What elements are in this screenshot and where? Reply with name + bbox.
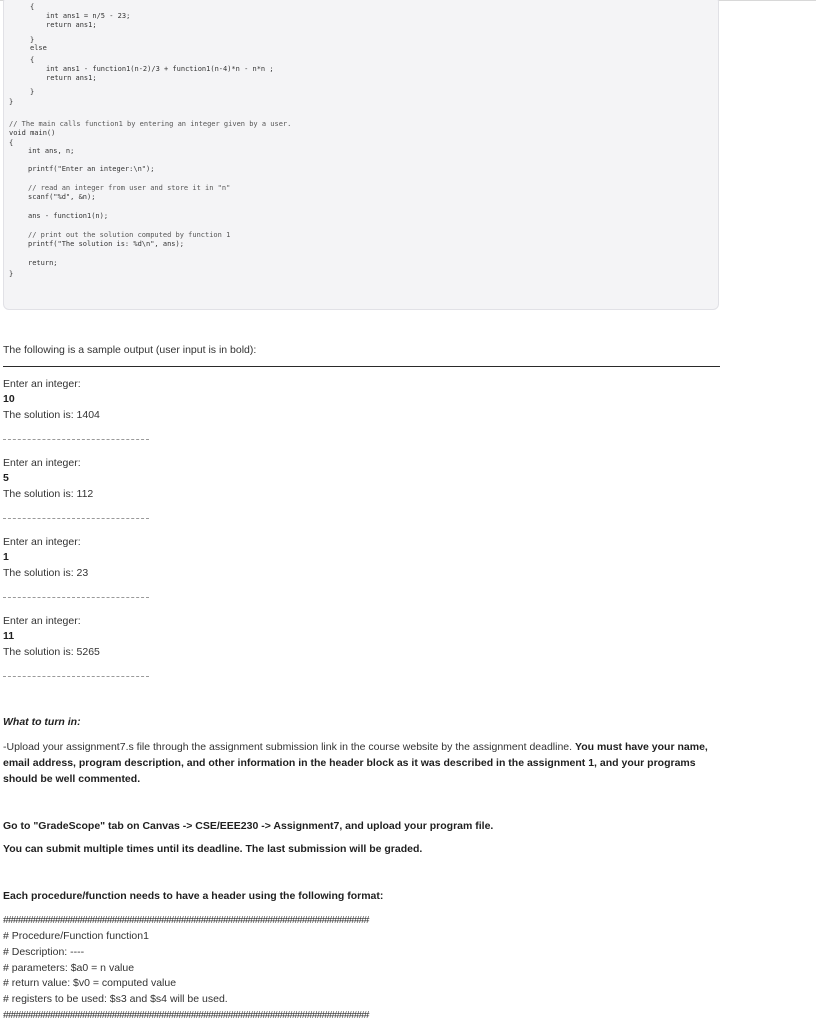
code-line: printf("Enter an integer:\n"); — [28, 165, 155, 173]
code-line: { — [9, 139, 14, 147]
code-comment: // print out the solution computed by function 1 — [28, 231, 231, 239]
code-line: return ans1; — [46, 21, 97, 29]
code-block — [3, 0, 719, 310]
sample-divider — [3, 439, 149, 440]
sample-divider — [3, 518, 149, 519]
upload-requirements: You must have your name, email address, program description, and other information in the header block as it was described in the assignment 1, and your programs should be well commented. — [3, 741, 708, 785]
sample-prompt: Enter an integer: — [3, 378, 81, 390]
section-divider — [3, 366, 720, 367]
sample-result: The solution is: 5265 — [3, 646, 100, 658]
code-line: } — [30, 88, 35, 96]
multiple-submission-note: You can submit multiple times until its deadline. The last submission will be graded. — [3, 843, 423, 855]
code-line: printf("The solution is: %d\n", ans); — [28, 240, 184, 248]
code-comment: // The main calls function1 by entering an integer given by a user. — [9, 120, 292, 128]
code-line: return ans1; — [46, 74, 97, 82]
sample-result: The solution is: 1404 — [3, 409, 100, 421]
code-line: { — [30, 56, 35, 64]
code-line: } — [9, 98, 14, 106]
sample-user-input: 11 — [3, 630, 15, 642]
sample-prompt: Enter an integer: — [3, 457, 81, 469]
sample-user-input: 1 — [3, 551, 9, 563]
code-line: } — [9, 270, 14, 278]
sample-prompt: Enter an integer: — [3, 536, 81, 548]
code-line: void main() — [9, 129, 56, 137]
code-line: return; — [28, 259, 58, 267]
sample-divider — [3, 676, 149, 677]
header-line: # registers to be used: $s3 and $s4 will be used. — [3, 993, 228, 1005]
gradescope-instructions: Go to "GradeScope" tab on Canvas -> CSE/EEE230 -> Assignment7, and upload your program file. — [3, 820, 494, 832]
code-line: int ans, n; — [28, 147, 75, 155]
header-hash-rule: ########################################################################## — [3, 1009, 369, 1021]
header-line: # Procedure/Function function1 — [3, 930, 149, 942]
code-line: ans - function1(n); — [28, 212, 109, 220]
sample-user-input: 5 — [3, 472, 9, 484]
code-line: else — [30, 44, 47, 52]
turn-in-heading: What to turn in: — [3, 716, 81, 728]
header-format-heading: Each procedure/function needs to have a header using the following format: — [3, 890, 384, 902]
header-line: # Description: ---- — [3, 946, 85, 958]
code-line: scanf("%d", &n); — [28, 193, 96, 201]
sample-result: The solution is: 23 — [3, 567, 89, 579]
sample-output-intro: The following is a sample output (user input is in bold): — [3, 344, 257, 356]
sample-divider — [3, 597, 149, 598]
upload-text: -Upload your assignment7.s file through the assignment submission link in the course website by the assignment deadline. — [3, 741, 575, 753]
code-line: } — [30, 36, 35, 44]
sample-result: The solution is: 112 — [3, 488, 94, 500]
upload-instructions — [3, 739, 715, 787]
header-hash-rule: ########################################################################## — [3, 914, 369, 926]
code-line: { — [30, 3, 35, 11]
header-line: # return value: $v0 = computed value — [3, 977, 177, 989]
sample-user-input: 10 — [3, 393, 15, 405]
sample-prompt: Enter an integer: — [3, 615, 81, 627]
code-line: int ans1 = n/5 - 23; — [46, 12, 131, 20]
code-comment: // read an integer from user and store it in "n" — [28, 184, 231, 192]
header-line: # parameters: $a0 = n value — [3, 962, 135, 974]
code-line: int ans1 - function1(n-2)/3 + function1(n-4)*n - n*n ; — [46, 65, 274, 73]
